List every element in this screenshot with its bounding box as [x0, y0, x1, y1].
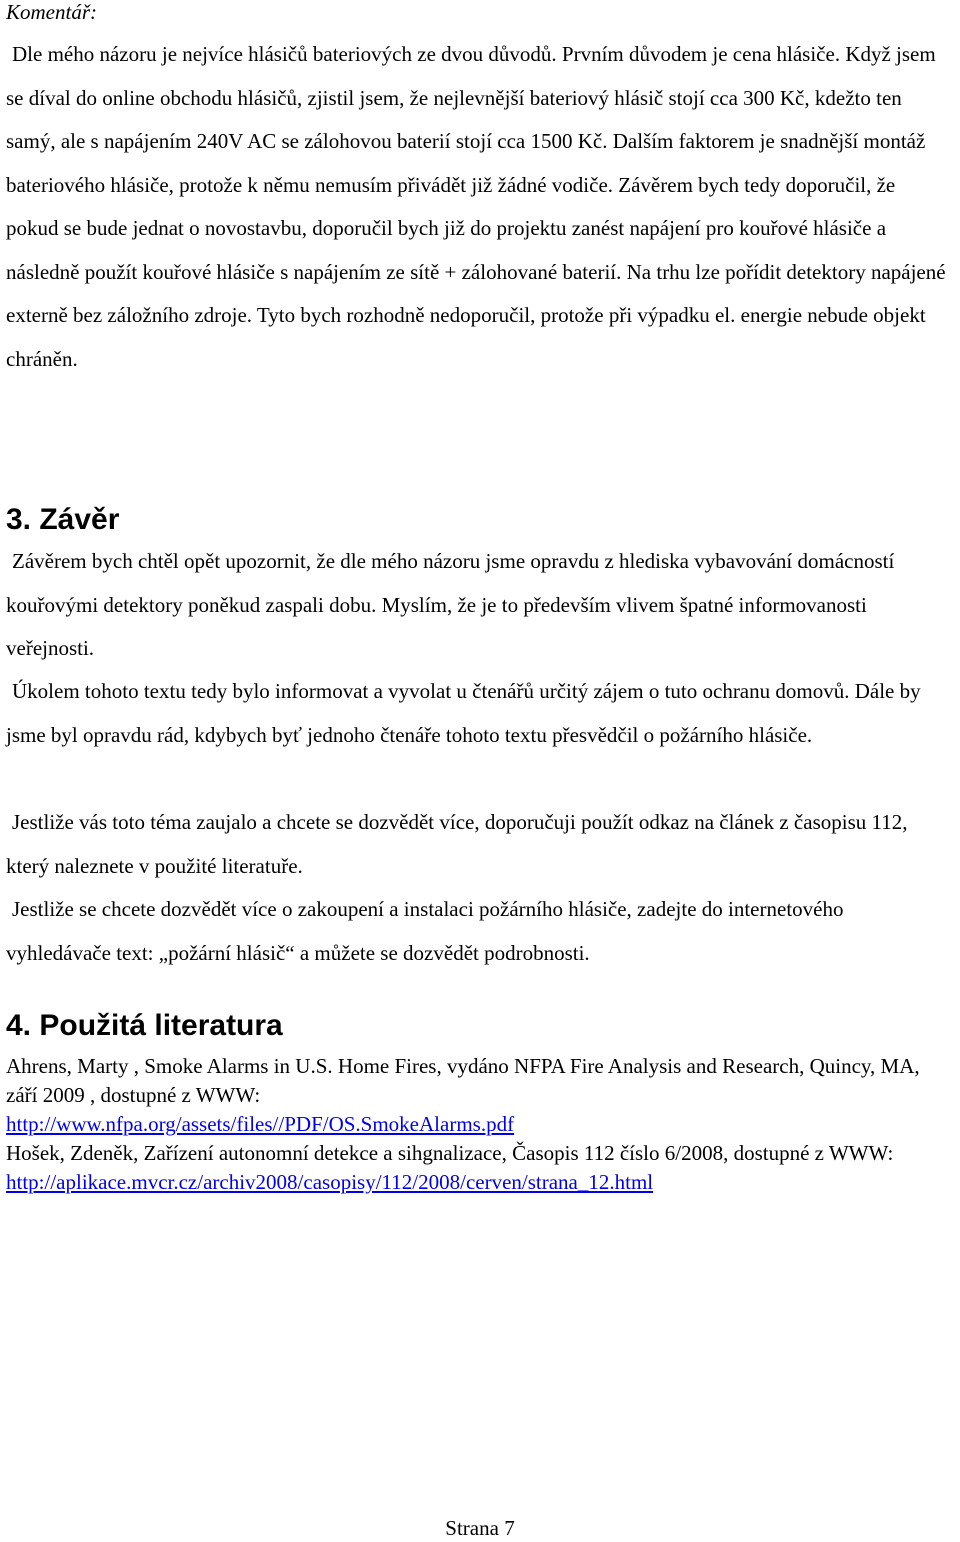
reference-item	[6, 1052, 952, 1139]
comment-label: Komentář:	[6, 0, 97, 24]
literature-heading: 4. Použitá literatura	[6, 1009, 283, 1042]
page-number: Strana 7	[445, 1516, 515, 1540]
conclusion-paragraph-1: Závěrem bych chtěl opět upozornit, že dle mého názoru jsme opravdu z hlediska vybavování domácností kouřovými detektory poněkud zaspali dobu. Myslím, že je to především vlivem špatné informovanosti veřejnosti.	[6, 549, 895, 660]
comment-paragraph: Dle mého názoru je nejvíce hlásičů bateriových ze dvou důvodů. Prvním důvodem je cena hlásiče. Když jsem se díval do online obchodu hlásičů, zjistil jsem, že nejlevnější bateriový hlásič stojí cca 300 Kč, kdežto ten samý, ale s napájením 240V AC se zálohovou baterií stojí cca 1500 Kč. Dalším faktorem je snadnější montáž bateriového hlásiče, protože k němu nemusím přivádět již žádné vodiče. Závěrem bych tedy doporučil, že pokud se bude jednat o novostavbu, doporučil bych již do projektu zanést napájení pro kouřové hlásiče a následně použít kouřové hlásiče s napájením ze sítě + zálohované baterií. Na trhu lze pořídit detektory napájené externě bez záložního zdroje. Tyto bych rozhodně nedoporučil, protože při výpadku el. energie nebude objekt chráněn.	[6, 42, 946, 371]
reference-item	[6, 1139, 952, 1197]
conclusion-paragraph-2: Úkolem tohoto textu tedy bylo informovat a vyvolat u čtenářů určitý zájem o tuto ochranu domovů. Dále by jsme byl opravdu rád, kdybych byť jednoho čtenáře tohoto textu přesvědčil o požárního hlásiče.	[6, 679, 921, 747]
reference-link[interactable]: http://www.nfpa.org/assets/files//PDF/OS.SmokeAlarms.pdf	[6, 1112, 515, 1136]
reference-text: Ahrens, Marty , Smoke Alarms in U.S. Home Fires, vydáno NFPA Fire Analysis and Research, Quincy, MA, září 2009 , dostupné z WWW:	[6, 1054, 920, 1107]
conclusion-paragraph-3: Jestliže vás toto téma zaujalo a chcete se dozvědět více, doporučuji použít odkaz na článek z časopisu 112, který naleznete v použité literatuře.	[6, 810, 908, 878]
reference-list	[6, 1052, 952, 1197]
conclusion-paragraph-4: Jestliže se chcete dozvědět více o zakoupení a instalaci požárního hlásiče, zadejte do internetového vyhledávače text: „požární hlásič“ a můžete se dozvědět podrobnosti.	[6, 897, 844, 965]
reference-link[interactable]: http://aplikace.mvcr.cz/archiv2008/casopisy/112/2008/cerven/strana_12.html	[6, 1170, 654, 1194]
conclusion-heading: 3. Závěr	[6, 503, 120, 536]
reference-text: Hošek, Zdeněk, Zařízení autonomní detekce a sihgnalizace, Časopis 112 číslo 6/2008, dostupné z WWW:	[6, 1141, 894, 1165]
